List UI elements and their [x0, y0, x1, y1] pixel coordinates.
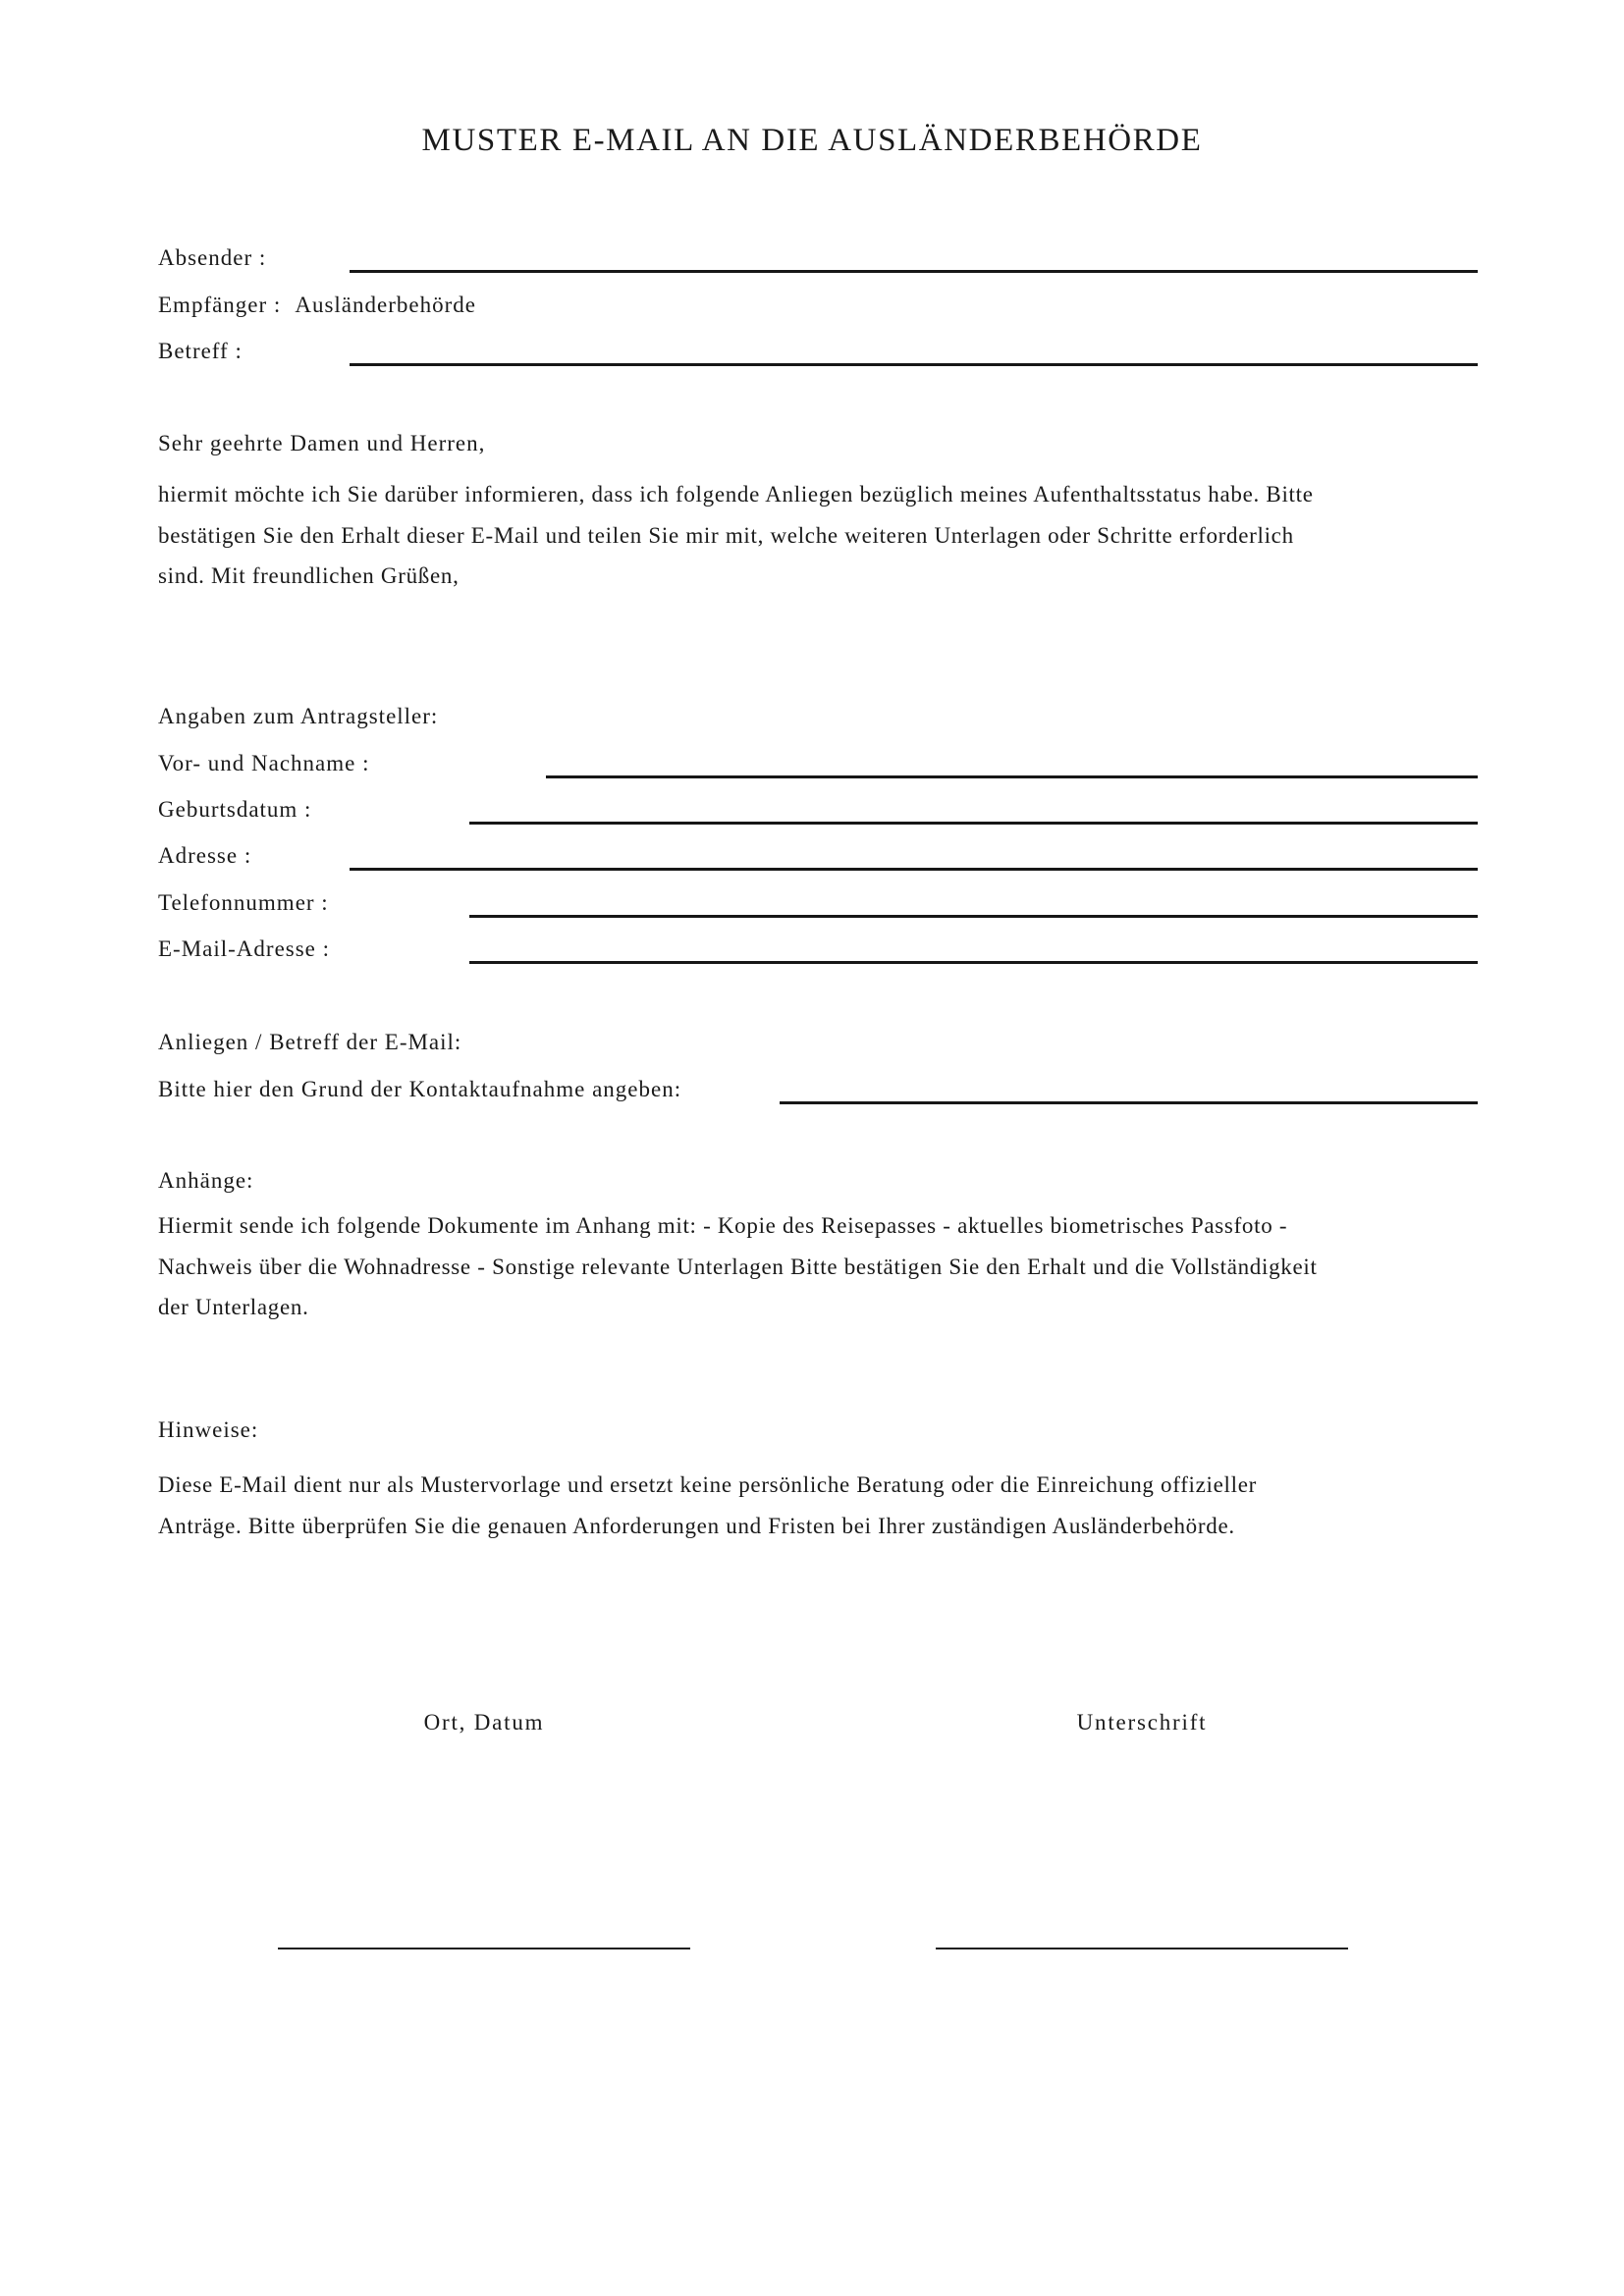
attachments-line-2: Nachweis über die Wohnadresse - Sonstige relevante Unterlagen Bitte bestätigen Sie den Erhalt und die Vollständigkeit: [158, 1254, 1318, 1279]
salutation: Sehr geehrte Damen und Herren,: [158, 431, 486, 455]
email-label: E-Mail-Adresse :: [158, 936, 331, 961]
email-row: [158, 934, 1478, 964]
concern-prompt-label: Bitte hier den Grund der Kontaktaufnahme angeben:: [158, 1077, 682, 1101]
name-blank-field[interactable]: [546, 749, 1478, 778]
attachments-paragraph: [158, 1205, 1318, 1328]
concern-blank-field[interactable]: [780, 1075, 1478, 1104]
phone-label: Telefonnummer :: [158, 890, 329, 915]
concern-heading: Anliegen / Betreff der E-Mail:: [158, 1030, 462, 1054]
empfaenger-value: Ausländerbehörde: [295, 293, 476, 317]
intro-paragraph: [158, 474, 1314, 597]
phone-row: [158, 888, 1478, 918]
notes-line-2: Anträge. Bitte überprüfen Sie die genauen Anforderungen und Fristen bei Ihrer zuständigen Ausländerbehörde.: [158, 1513, 1235, 1538]
birthdate-row: [158, 795, 1478, 825]
betreff-label: Betreff :: [158, 339, 243, 363]
ort-datum-label: Ort, Datum: [423, 1710, 545, 1735]
notes-paragraph: [158, 1465, 1257, 1546]
empfaenger-row: [158, 291, 476, 320]
absender-row: [158, 243, 1478, 273]
unterschrift-signature-line[interactable]: [936, 1948, 1348, 1949]
address-blank-field[interactable]: [350, 841, 1478, 871]
unterschrift-label: Unterschrift: [1076, 1710, 1208, 1735]
birthdate-label: Geburtsdatum :: [158, 797, 312, 822]
page-title: MUSTER E-MAIL AN DIE AUSLÄNDERBEHÖRDE: [421, 123, 1203, 158]
betreff-row: [158, 337, 1478, 366]
name-row: [158, 749, 1478, 778]
phone-blank-field[interactable]: [469, 888, 1478, 918]
attachments-line-3: der Unterlagen.: [158, 1295, 309, 1319]
intro-line-3: sind. Mit freundlichen Grüßen,: [158, 563, 460, 588]
empfaenger-label: Empfänger :: [158, 293, 282, 317]
absender-label: Absender :: [158, 245, 267, 270]
attachments-heading: Anhänge:: [158, 1168, 254, 1193]
birthdate-blank-field[interactable]: [469, 795, 1478, 825]
address-label: Adresse :: [158, 843, 252, 868]
applicant-heading: Angaben zum Antragsteller:: [158, 704, 439, 728]
email-blank-field[interactable]: [469, 934, 1478, 964]
intro-line-2: bestätigen Sie den Erhalt dieser E-Mail und teilen Sie mir mit, welche weiteren Unterlagen oder Schritte erforderlich: [158, 522, 1294, 548]
attachments-line-1: Hiermit sende ich folgende Dokumente im Anhang mit: - Kopie des Reisepasses - aktuelles biometrisches Passfoto -: [158, 1213, 1288, 1238]
betreff-blank-field[interactable]: [350, 337, 1478, 366]
address-row: [158, 841, 1478, 871]
notes-line-1: Diese E-Mail dient nur als Mustervorlage und ersetzt keine persönliche Beratung oder die Einreichung offizieller: [158, 1472, 1258, 1497]
name-label: Vor- und Nachname :: [158, 751, 370, 775]
ort-datum-signature-line[interactable]: [278, 1948, 690, 1949]
intro-line-1: hiermit möchte ich Sie darüber informieren, dass ich folgende Anliegen bezüglich meines Aufenthaltsstatus habe. Bitte: [158, 482, 1314, 507]
notes-heading: Hinweise:: [158, 1417, 259, 1442]
concern-row: [158, 1075, 1478, 1104]
absender-blank-field[interactable]: [350, 243, 1478, 273]
